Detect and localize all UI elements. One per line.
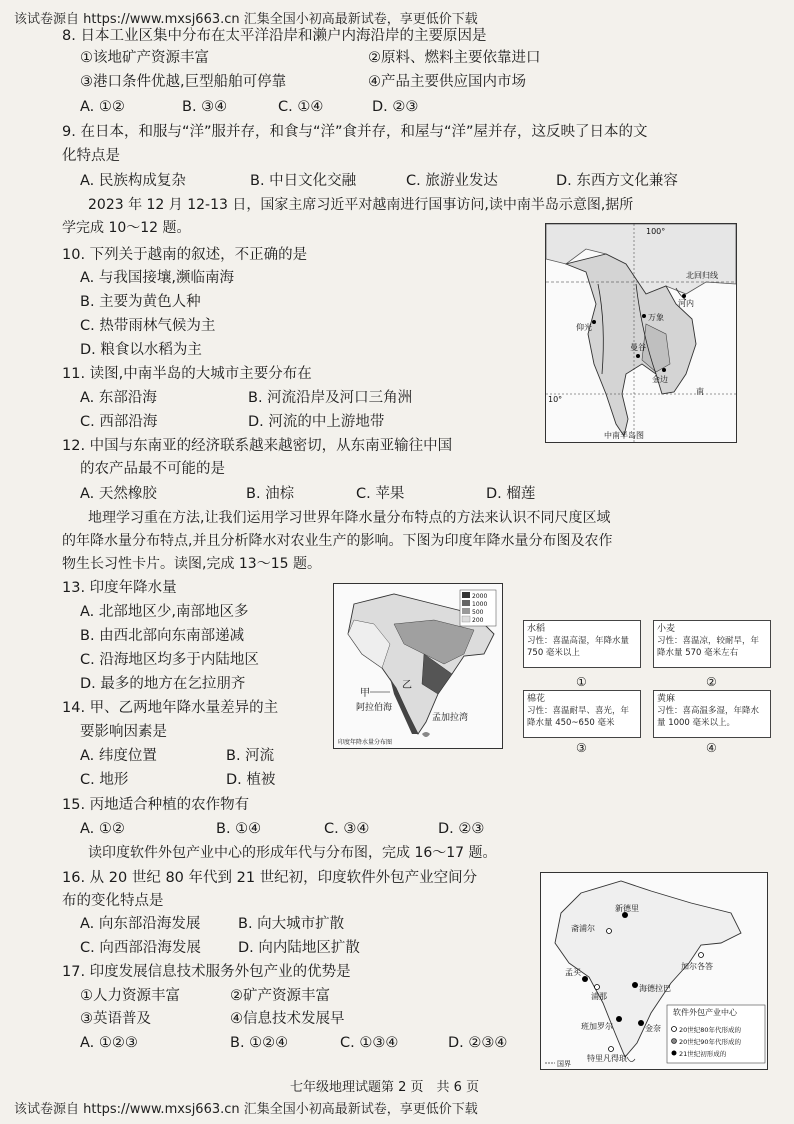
map3-city-kolkata: 加尔各答 xyxy=(681,962,713,971)
map3-legend-90s: 20世纪90年代形成的 xyxy=(679,1038,742,1046)
map1-label-phnompenh: 金边 xyxy=(652,375,668,384)
crop-card-cotton xyxy=(523,690,641,738)
map1-label-yangon: 仰光 xyxy=(576,323,592,332)
map1-label-south: 南 xyxy=(696,387,704,396)
q15-option-a: A. ①② xyxy=(80,821,125,837)
map3-legend-title: 软件外包产业中心 xyxy=(673,1008,737,1017)
q12-option-d: D. 榴莲 xyxy=(486,486,536,502)
india-software-map xyxy=(540,872,768,1070)
crop-card-body: 习性：喜温高湿，年降水量 750 毫米以上 xyxy=(527,636,630,658)
india-precipitation-map xyxy=(333,583,503,749)
q13-option-a: A. 北部地区少,南部地区多 xyxy=(80,604,249,620)
q12-option-c: C. 苹果 xyxy=(356,486,405,502)
crop-card-jute xyxy=(653,690,771,738)
map2-legend-200: 200 xyxy=(472,617,484,624)
q11-option-b: B. 河流沿岸及河口三角洲 xyxy=(248,390,413,406)
q13-option-c: C. 沿海地区均多于内陆地区 xyxy=(80,652,259,668)
intro-13-15-line-1: 地理学习重在方法,让我们运用学习世界年降水量分布特点的方法来认识不同尺度区域 xyxy=(88,510,611,526)
map2-label-jia: 甲 xyxy=(360,688,370,699)
q9-stem-2: 化特点是 xyxy=(62,148,120,164)
map2-legend-1000: 1000 xyxy=(472,601,488,608)
q13-stem: 13. 印度年降水量 xyxy=(62,580,177,596)
map3-city-chennai: 金奈 xyxy=(645,1024,661,1033)
q15-option-d: D. ②③ xyxy=(438,821,485,837)
crop-card-wheat xyxy=(653,620,771,668)
map2-label-arabian-sea: 阿拉伯海 xyxy=(356,703,393,713)
map3-city-jaipur: 斋浦尔 xyxy=(571,924,595,933)
q17-item-3: ③英语普及 xyxy=(80,1011,151,1027)
intro-10-12-line-2: 学完成 10～12 题。 xyxy=(62,220,191,236)
q14-option-c: C. 地形 xyxy=(80,772,129,788)
q11-option-c: C. 西部沿海 xyxy=(80,414,158,430)
map3-city-newdelhi: 新德里 xyxy=(615,904,639,913)
map1-label-tropic: 北回归线 xyxy=(686,271,718,280)
q14-stem-2: 要影响因素是 xyxy=(80,724,167,740)
crop-card-num-2: ② xyxy=(706,675,717,689)
q17-item-4: ④信息技术发展早 xyxy=(230,1011,345,1027)
map3-city-trivandrum: 特里凡得琅 xyxy=(587,1054,627,1063)
q8-stem: 8. 日本工业区集中分布在太平洋沿岸和濑户内海沿岸的主要原因是 xyxy=(62,28,487,44)
map1-label-hanoi: 河内 xyxy=(678,299,694,308)
q15-option-c: C. ③④ xyxy=(324,821,370,837)
crop-card-num-4: ④ xyxy=(706,741,717,755)
map3-boundary-label: 国界 xyxy=(557,1060,571,1068)
map2-legend-2000: 2000 xyxy=(472,593,488,600)
q16-stem-2: 布的变化特点是 xyxy=(62,893,164,909)
crop-card-title: 棉花 xyxy=(527,694,546,704)
crop-card-title: 水稻 xyxy=(527,624,546,634)
map1-label-100: 100° xyxy=(646,227,666,236)
q9-option-b: B. 中日文化交融 xyxy=(250,173,357,189)
q17-option-d: D. ②③④ xyxy=(448,1035,508,1051)
intro-16-17: 读印度软件外包产业中心的形成年代与分布图，完成 16～17 题。 xyxy=(88,845,497,861)
crop-card-body: 习性：喜高温多湿，年降水量 1000 毫米以上。 xyxy=(657,706,760,728)
q17-item-2: ②矿产资源丰富 xyxy=(230,988,330,1004)
map3-city-bangalore: 班加罗尔 xyxy=(581,1022,613,1031)
page-footer: 七年级地理试题第 2 页 共 6 页 xyxy=(290,1080,480,1095)
q12-stem-1: 12. 中国与东南亚的经济联系越来越密切，从东南亚输往中国 xyxy=(62,438,453,454)
crop-card-num-1: ① xyxy=(576,675,587,689)
q10-option-c: C. 热带雨林气候为主 xyxy=(80,318,216,334)
q16-option-c: C. 向西部沿海发展 xyxy=(80,940,201,956)
crop-card-body: 习性：喜温凉，较耐旱，年降水量 570 毫米左右 xyxy=(657,636,760,658)
crop-card-body: 习性：喜温耐旱、喜光，年降水量 450~650 毫米 xyxy=(527,706,630,728)
q14-option-a: A. 纬度位置 xyxy=(80,748,157,764)
map2-label-yi: 乙 xyxy=(402,680,412,691)
map3-city-mumbai: 孟买 xyxy=(565,968,581,977)
q15-stem: 15. 丙地适合种植的农作物有 xyxy=(62,797,250,813)
map3-legend-80s: 20世纪80年代形成的 xyxy=(679,1026,742,1034)
indochina-map xyxy=(545,223,737,443)
intro-13-15-line-2: 的年降水量分布特点,并且分析降水对农业生产的影响。下图为印度年降水量分布图及农作 xyxy=(62,533,613,549)
q9-option-a: A. 民族构成复杂 xyxy=(80,173,186,189)
q11-stem: 11. 读图,中南半岛的大城市主要分布在 xyxy=(62,366,312,382)
q9-option-d: D. 东西方文化兼容 xyxy=(556,173,678,189)
map2-caption: 印度年降水量分布图 xyxy=(338,739,393,746)
q11-option-a: A. 东部沿海 xyxy=(80,390,157,406)
q13-option-b: B. 由西北部向东南部递减 xyxy=(80,628,245,644)
crop-card-num-3: ③ xyxy=(576,741,587,755)
q11-option-d: D. 河流的中上游地带 xyxy=(248,414,385,430)
q17-item-1: ①人力资源丰富 xyxy=(80,988,180,1004)
q10-option-b: B. 主要为黄色人种 xyxy=(80,294,201,310)
map2-legend-500: 500 xyxy=(472,609,484,616)
map3-city-hyderabad: 海德拉巴 xyxy=(639,984,671,993)
q12-option-b: B. 油棕 xyxy=(246,486,295,502)
q17-option-b: B. ①②④ xyxy=(230,1035,289,1051)
q16-option-b: B. 向大城市扩散 xyxy=(238,916,345,932)
q15-option-b: B. ①④ xyxy=(216,821,262,837)
q12-stem-2: 的农产品最不可能的是 xyxy=(80,461,225,477)
q14-stem-1: 14. 甲、乙两地年降水量差异的主 xyxy=(62,700,279,716)
crop-card-title: 小麦 xyxy=(657,624,676,634)
map1-label-vientiane: 万象 xyxy=(648,313,664,322)
q17-option-a: A. ①②③ xyxy=(80,1035,138,1051)
q8-item-2: ②原料、燃料主要依靠进口 xyxy=(368,50,541,66)
source-bottom: 该试卷源自 https://www.mxsj663.cn 汇集全国小初高最新试卷，享更低价下载 xyxy=(14,1102,478,1117)
crop-card-title: 黄麻 xyxy=(657,694,676,704)
q16-option-d: D. 向内陆地区扩散 xyxy=(238,940,360,956)
q9-stem-1: 9. 在日本，和服与“洋”服并存，和食与“洋”食并存，和屋与“洋”屋并存，这反映了日本的文 xyxy=(62,124,648,140)
q8-item-4: ④产品主要供应国内市场 xyxy=(368,74,526,90)
source-top: 该试卷源自 https://www.mxsj663.cn 汇集全国小初高最新试卷，享更低价下载 xyxy=(14,12,478,27)
q8-option-a: A. ①② xyxy=(80,99,125,115)
intro-13-15-line-3: 物生长习性卡片。读图,完成 13～15 题。 xyxy=(62,556,321,572)
q16-stem-1: 16. 从 20 世纪 80 年代到 21 世纪初，印度软件外包产业空间分 xyxy=(62,870,478,886)
map1-caption: 中南半岛图 xyxy=(604,431,644,440)
q17-option-c: C. ①③④ xyxy=(340,1035,399,1051)
map2-label-bay-of-bengal: 孟加拉湾 xyxy=(432,713,469,723)
q12-option-a: A. 天然橡胶 xyxy=(80,486,157,502)
map3-city-pune: 浦那 xyxy=(591,992,607,1001)
map3-legend-21c: 21世纪初形成的 xyxy=(679,1050,727,1058)
q8-option-b: B. ③④ xyxy=(182,99,228,115)
q16-option-a: A. 向东部沿海发展 xyxy=(80,916,201,932)
crop-card-rice xyxy=(523,620,641,668)
q17-stem: 17. 印度发展信息技术服务外包产业的优势是 xyxy=(62,964,351,980)
q8-item-3: ③港口条件优越,巨型船舶可停靠 xyxy=(80,74,287,90)
q9-option-c: C. 旅游业发达 xyxy=(406,173,498,189)
q10-stem: 10. 下列关于越南的叙述，不正确的是 xyxy=(62,247,308,263)
q8-option-c: C. ①④ xyxy=(278,99,324,115)
map1-label-bangkok: 曼谷 xyxy=(630,343,646,352)
q10-option-d: D. 粮食以水稻为主 xyxy=(80,342,202,358)
q14-option-d: D. 植被 xyxy=(226,772,276,788)
q10-option-a: A. 与我国接壤,濒临南海 xyxy=(80,270,234,286)
map1-label-10: 10° xyxy=(548,395,563,404)
q14-option-b: B. 河流 xyxy=(226,748,275,764)
q13-option-d: D. 最多的地方在乞拉朋齐 xyxy=(80,676,246,692)
q8-item-1: ①该地矿产资源丰富 xyxy=(80,50,209,66)
intro-10-12-line-1: 2023 年 12 月 12-13 日，国家主席习近平对越南进行国事访问,读中南半岛示意图,据所 xyxy=(88,197,634,213)
q8-option-d: D. ②③ xyxy=(372,99,419,115)
